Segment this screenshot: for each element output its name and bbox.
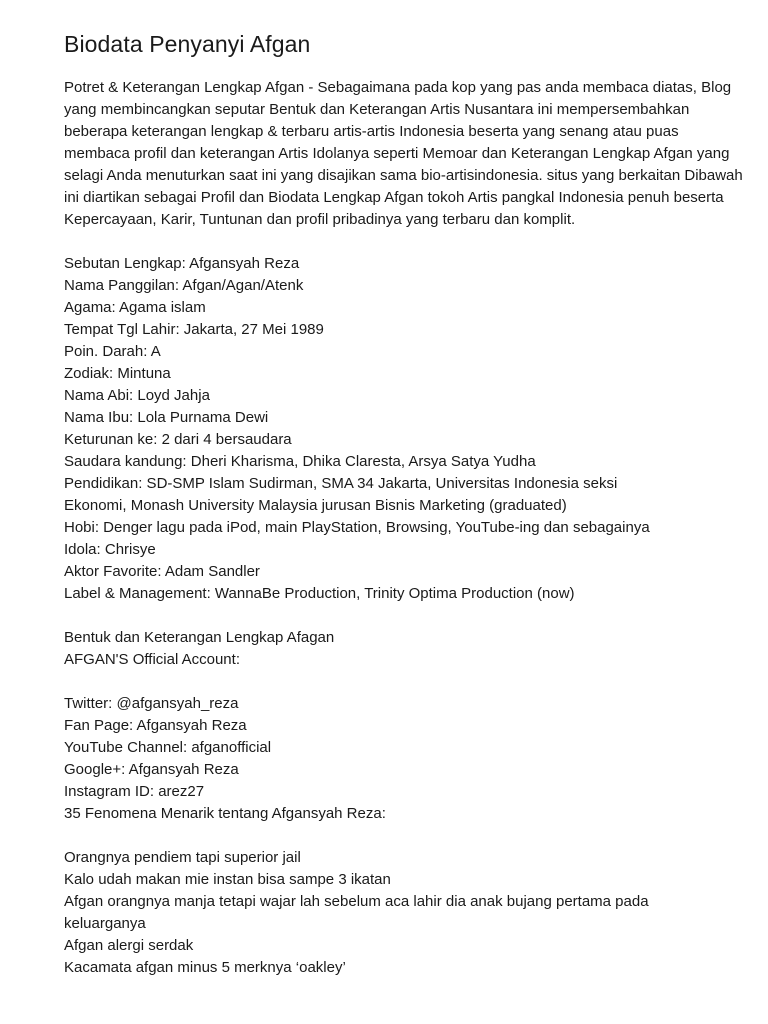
account-line: Fan Page: Afgansyah Reza: [64, 717, 247, 734]
spacer: [64, 671, 744, 693]
bio-line: Pendidikan: SD-SMP Islam Sudirman, SMA 34 Jakarta, Universitas Indonesia seksi: [64, 475, 618, 492]
bio-line: Nama Panggilan: Afgan/Agan/Atenk: [64, 277, 304, 294]
section-heading: Bentuk dan Keterangan Lengkap Afagan: [64, 629, 335, 646]
bio-line: Nama Ibu: Lola Purnama Dewi: [64, 409, 269, 426]
section-subheading: AFGAN'S Official Account:: [64, 651, 240, 668]
fact-line: keluarganya: [64, 915, 146, 932]
bio-line: Aktor Favorite: Adam Sandler: [64, 563, 260, 580]
bio-list: [64, 253, 744, 605]
fact-line: Kacamata afgan minus 5 merknya ‘oakley’: [64, 959, 346, 976]
bio-line: Hobi: Denger lagu pada iPod, main PlayStation, Browsing, YouTube-ing dan sebagainya: [64, 519, 650, 536]
spacer: [64, 825, 744, 847]
bio-line: Label & Management: WannaBe Production, Trinity Optima Production (now): [64, 585, 575, 602]
bio-line: Sebutan Lengkap: Afgansyah Reza: [64, 255, 300, 272]
fact-line: Kalo udah makan mie instan bisa sampe 3 ikatan: [64, 871, 391, 888]
fact-line: Afgan alergi serdak: [64, 937, 194, 954]
facts-list: [64, 847, 744, 979]
account-line: Instagram ID: arez27: [64, 783, 205, 800]
account-list: [64, 693, 744, 825]
bio-line: Zodiak: Mintuna: [64, 365, 171, 382]
intro-paragraph: Potret & Keterangan Lengkap Afgan - Sebagaimana pada kop yang pas anda membaca diatas, Blog yang membincangkan seputar Bentuk dan Keterangan Artis Nusantara ini mempersembahkan beberapa keterangan lengkap & terbaru artis-artis Indonesia beserta yang senang atau puas membaca profil dan keterangan Artis Idolanya seperti Memoar dan Keterangan Lengkap Afgan yang selagi Anda menuturkan saat ini yang disajikan sama bio-artisindonesia. situs yang berkaitan Dibawah ini diartikan sebagai Profil dan Biodata Lengkap Afgan tokoh Artis pangkal Indonesia penuh beserta Kepercayaan, Karir, Tuntunan dan profil pribadinya yang terbaru dan komplit.: [64, 79, 743, 228]
bio-line: Idola: Chrisye: [64, 541, 156, 558]
page-title: Biodata Penyanyi Afgan: [64, 31, 311, 57]
account-line: Twitter: @afgansyah_reza: [64, 695, 239, 712]
spacer: [64, 231, 744, 253]
bio-line: Saudara kandung: Dheri Kharisma, Dhika Claresta, Arsya Satya Yudha: [64, 453, 536, 470]
fact-line: Afgan orangnya manja tetapi wajar lah sebelum aca lahir dia anak bujang pertama pada: [64, 893, 649, 910]
spacer: [64, 605, 744, 627]
account-line: YouTube Channel: afganofficial: [64, 739, 272, 756]
bio-line: Tempat Tgl Lahir: Jakarta, 27 Mei 1989: [64, 321, 324, 338]
document-page: [64, 28, 744, 979]
bio-line: Agama: Agama islam: [64, 299, 206, 316]
bio-line: Ekonomi, Monash University Malaysia jurusan Bisnis Marketing (graduated): [64, 497, 567, 514]
account-line: Google+: Afgansyah Reza: [64, 761, 239, 778]
bio-line: Nama Abi: Loyd Jahja: [64, 387, 210, 404]
bio-line: Keturunan ke: 2 dari 4 bersaudara: [64, 431, 292, 448]
fact-line: Orangnya pendiem tapi superior jail: [64, 849, 301, 866]
facts-heading: 35 Fenomena Menarik tentang Afgansyah Reza:: [64, 805, 386, 822]
bio-line: Poin. Darah: A: [64, 343, 161, 360]
